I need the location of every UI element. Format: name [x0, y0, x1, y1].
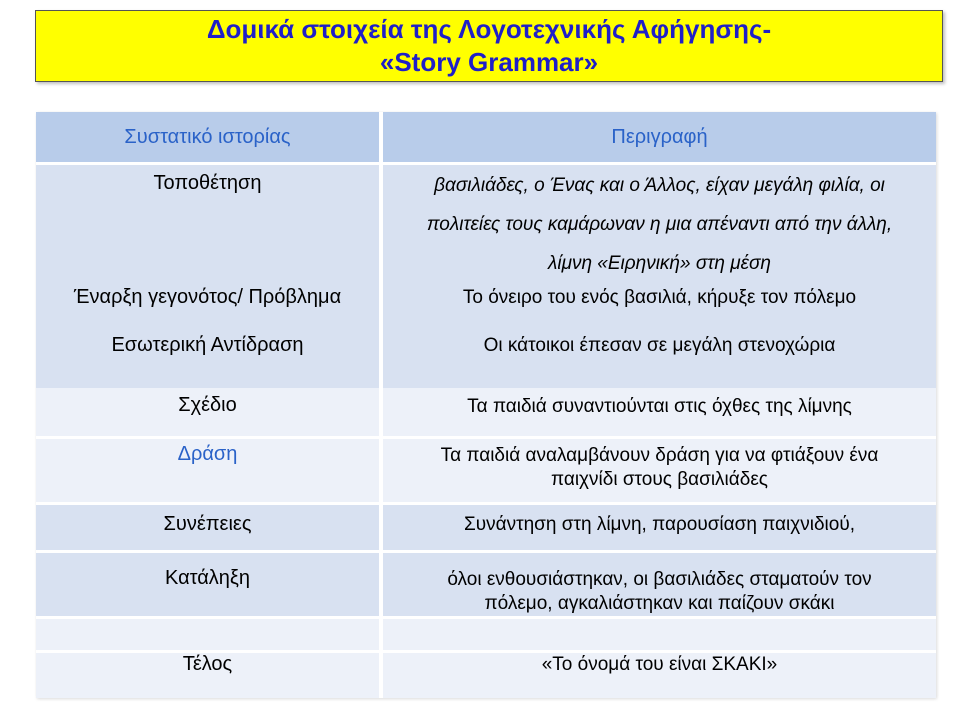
header-description-label: Περιγραφή: [611, 125, 708, 148]
desc-initiating-event: Το όνειρο του ενός βασιλιά, κήρυξε τον πόλεμο: [462, 287, 857, 308]
desc-setting-line-2: πολιτείες τους καμάρωναν η μια απέναντι από την άλλη,: [426, 214, 893, 235]
story-grammar-table: [36, 112, 936, 698]
label-setting: Τοποθέτηση: [153, 172, 262, 194]
label-initiating-event: Έναρξη γεγονότος/ Πρόβλημα: [73, 286, 342, 308]
header-component: [36, 112, 379, 162]
slide-title-line-2: «Story Grammar»: [379, 47, 599, 77]
desc-resolution-line-2: πόλεμο, αγκαλιάστηκαν και παίζουν σκάκι: [484, 593, 835, 614]
slide-title-line-1: Δομικά στοιχεία της Λογοτεχνικής Αφήγησης-: [206, 14, 772, 44]
desc-setting-line-1: βασιλιάδες, ο Ένας και ο Άλλος, είχαν μεγάλη φιλία, οι: [434, 175, 885, 196]
desc-action-line-2: παιχνίδι στους βασιλιάδες: [551, 469, 768, 490]
label-consequences: Συνέπειες: [163, 513, 252, 535]
row-divider: [36, 162, 936, 165]
label-resolution: Κατάληξη: [164, 567, 251, 589]
header-description: [383, 112, 936, 162]
desc-ending: «Το όνομά του είναι ΣΚΑΚΙ»: [541, 654, 778, 675]
label-plan: Σχέδιο: [178, 394, 237, 416]
header-component-label: Συστατικό ιστορίας: [124, 125, 291, 148]
label-internal-response: Εσωτερική Αντίδραση: [111, 334, 304, 356]
desc-action-line-1: Τα παιδιά αναλαμβάνουν δράση για να φτιάξουν ένα: [440, 445, 879, 466]
row-divider: [36, 550, 936, 553]
desc-consequences: Συνάντηση στη λίμνη, παρουσίαση παιχνιδιού,: [463, 514, 855, 535]
desc-internal-response: Οι κάτοικοι έπεσαν σε μεγάλη στενοχώρια: [483, 335, 836, 356]
desc-plan: Τα παιδιά συναντιούνται στις όχθες της λίμνης: [467, 396, 852, 417]
row-divider: [36, 436, 936, 439]
slide-title-box: [35, 10, 943, 82]
row-divider: [36, 616, 936, 619]
label-ending: Τέλος: [182, 653, 233, 675]
desc-resolution-line-1: όλοι ενθουσιάστηκαν, οι βασιλιάδες σταματούν τον: [447, 569, 872, 590]
desc-setting-line-3: λίμνη «Ειρηνική» στη μέση: [548, 253, 771, 274]
label-action: Δράση: [177, 443, 238, 465]
row-divider: [36, 502, 936, 505]
